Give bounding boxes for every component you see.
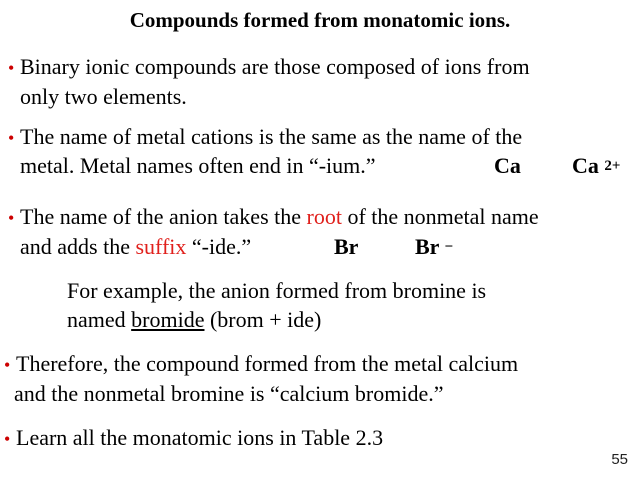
bullet-1-line-1 [8,56,530,78]
bullet-4-text-2: and the nonmetal bromine is “calcium bromide.” [14,381,444,406]
example-text-2b: (brom + ide) [204,307,322,332]
bullet-2-text-2: metal. Metal names often end in “-ium.” [20,153,376,178]
example-line-2 [67,309,321,331]
slide-title: Compounds formed from monatomic ions. [129,8,511,32]
bullet-2-line-1 [8,126,522,148]
example-text-1: For example, the anion formed from bromine is [67,278,487,303]
example-line-1 [67,280,486,302]
example-text-2a: named [67,307,132,332]
bromine-ion-symbol: Br [415,234,440,259]
bullet-3-line-1 [8,206,539,228]
bullet-dot: • [4,355,11,375]
bromine-symbol: Br [334,234,359,259]
bullet-3-text-2b: “-ide.” [186,234,252,259]
bullet-4-text-1: Therefore, the compound formed from the metal calcium [16,351,519,376]
bullet-5-line-1 [4,427,383,449]
bullet-1-line-2 [20,86,187,108]
bullet-5-text-1: Learn all the monatomic ions in Table 2.3 [16,425,384,450]
calcium-ion-charge: 2+ [604,158,621,174]
bullet-3-line-2 [20,236,251,258]
bullet-2-line-2 [20,155,376,177]
suffix-keyword: suffix [135,234,187,259]
bullet-dot: • [4,429,11,449]
root-keyword: root [306,204,342,229]
page-number: 55 [611,451,628,468]
calcium-ion [572,155,620,177]
bromide-word: bromide [131,307,205,332]
bromine-ion-charge: − [444,239,454,255]
calcium-ion-symbol: Ca [572,153,599,178]
bullet-dot: • [8,58,15,78]
bullet-4-line-2 [14,383,443,405]
bullet-2-text-1: The name of metal cations is the same as the name of the [20,124,523,149]
bullet-4-line-1 [4,353,518,375]
bullet-dot: • [8,208,15,228]
bromine-ion [415,236,453,258]
bullet-dot: • [8,128,15,148]
bullet-3-text-1b: of the nonmetal name [341,204,539,229]
bullet-3-text-1a: The name of the anion takes the [20,204,307,229]
bullet-1-text-1: Binary ionic compounds are those composed of ions from [20,54,530,79]
bullet-3-text-2a: and adds the [20,234,136,259]
bullet-1-text-2: only two elements. [20,84,187,109]
calcium-symbol: Ca [494,153,521,178]
